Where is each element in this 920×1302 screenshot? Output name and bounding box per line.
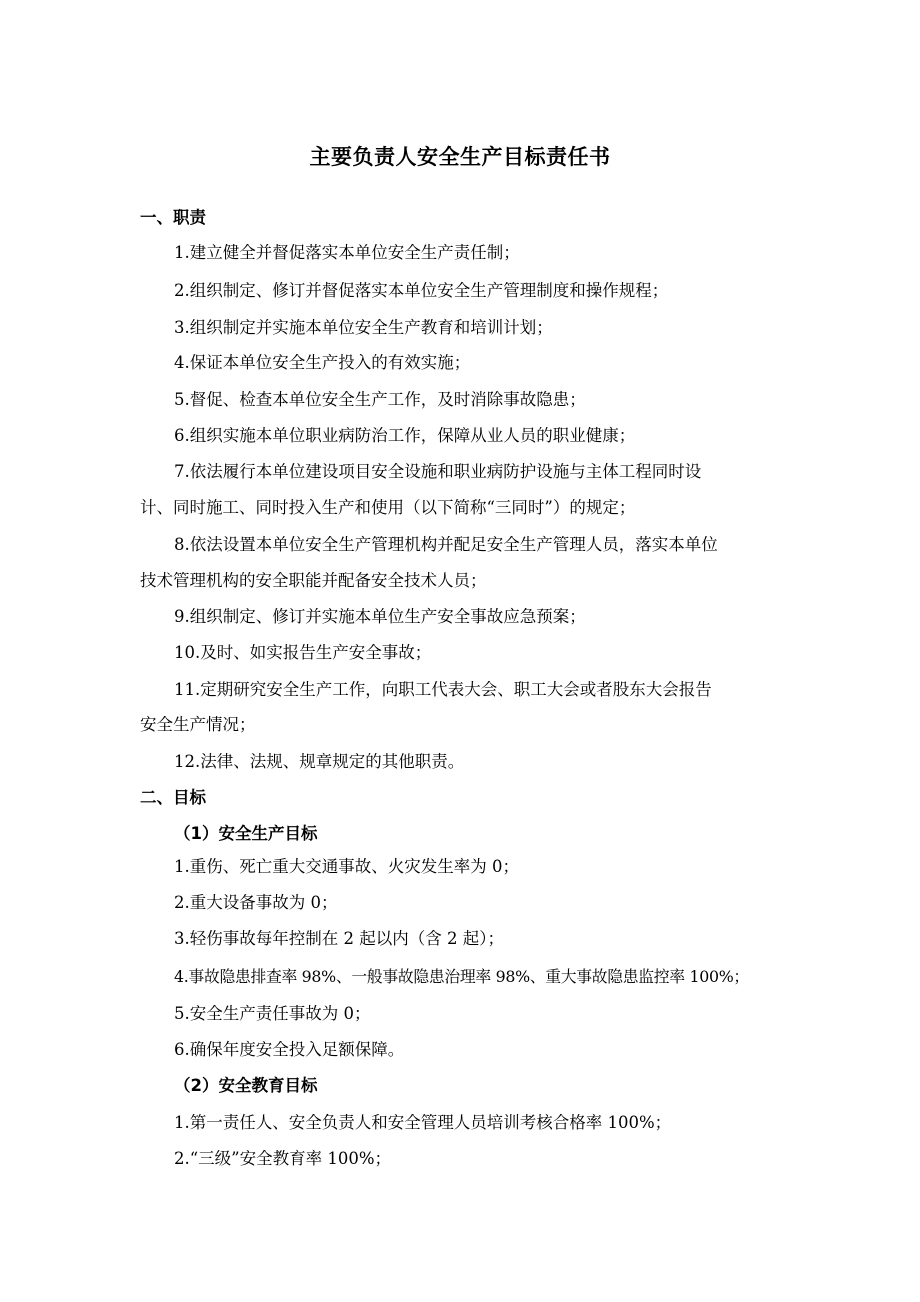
duty-item: 5.督促、检查本单位安全生产工作，及时消除事故隐患； [174, 390, 586, 409]
goal-item: 1.重伤、死亡重大交通事故、火灾发生率为 0； [174, 857, 519, 876]
goal-item: 2.重大设备事故为 0； [174, 893, 338, 912]
duty-item: 11.定期研究安全生产工作，向职工代表大会、职工大会或者股东大会报告 [174, 680, 712, 699]
duty-item: 1.建立健全并督促落实本单位安全生产责任制； [174, 243, 520, 262]
duty-item: 6.组织实施本单位职业病防治工作，保障从业人员的职业健康； [174, 426, 636, 445]
duty-item-continuation: 安全生产情况； [140, 715, 256, 734]
duty-item: 2.组织制定、修订并督促落实本单位安全生产管理制度和操作规程； [174, 281, 669, 300]
duty-item: 10.及时、如实报告生产安全事故； [174, 643, 432, 662]
subsection-heading-safety-education: （2）安全教育目标 [174, 1076, 318, 1095]
duty-item: 9.组织制定、修订并实施本单位生产安全事故应急预案； [174, 607, 586, 626]
goal-item: 6.确保年度安全投入足额保障。 [174, 1040, 405, 1059]
duty-item: 12.法律、法规、规章规定的其他职责。 [174, 752, 465, 771]
goal-item: 3.轻伤事故每年控制在 2 起以内（含 2 起）； [174, 929, 504, 948]
duty-item: 8.依法设置本单位安全生产管理机构并配足安全生产管理人员，落实本单位 [174, 535, 718, 554]
goal-item: 5.安全生产责任事故为 0； [174, 1004, 371, 1023]
section-heading-duties: 一、职责 [140, 208, 206, 227]
subsection-heading-safety-production: （1）安全生产目标 [174, 824, 318, 843]
section-heading-goals: 二、目标 [140, 788, 206, 807]
duty-item-continuation: 技术管理机构的安全职能并配备安全技术人员； [140, 571, 487, 590]
goal-item: 4.事故隐患排查率 98%、一般事故隐患治理率 98%、重大事故隐患监控率 100%； [174, 967, 749, 986]
duty-item: 3.组织制定并实施本单位安全生产教育和培训计划； [174, 318, 553, 337]
duty-item-continuation: 计、同时施工、同时投入生产和使用（以下简称“三同时”）的规定； [140, 498, 636, 517]
document-title: 主要负责人安全生产目标责任书 [309, 145, 611, 169]
goal-item: 2.“三级”安全教育率 100%； [174, 1149, 392, 1168]
goal-item: 1.第一责任人、安全负责人和安全管理人员培训考核合格率 100%； [174, 1113, 672, 1132]
duty-item: 4.保证本单位安全生产投入的有效实施； [174, 353, 471, 372]
duty-item: 7.依法履行本单位建设项目安全设施和职业病防护设施与主体工程同时设 [174, 462, 702, 481]
